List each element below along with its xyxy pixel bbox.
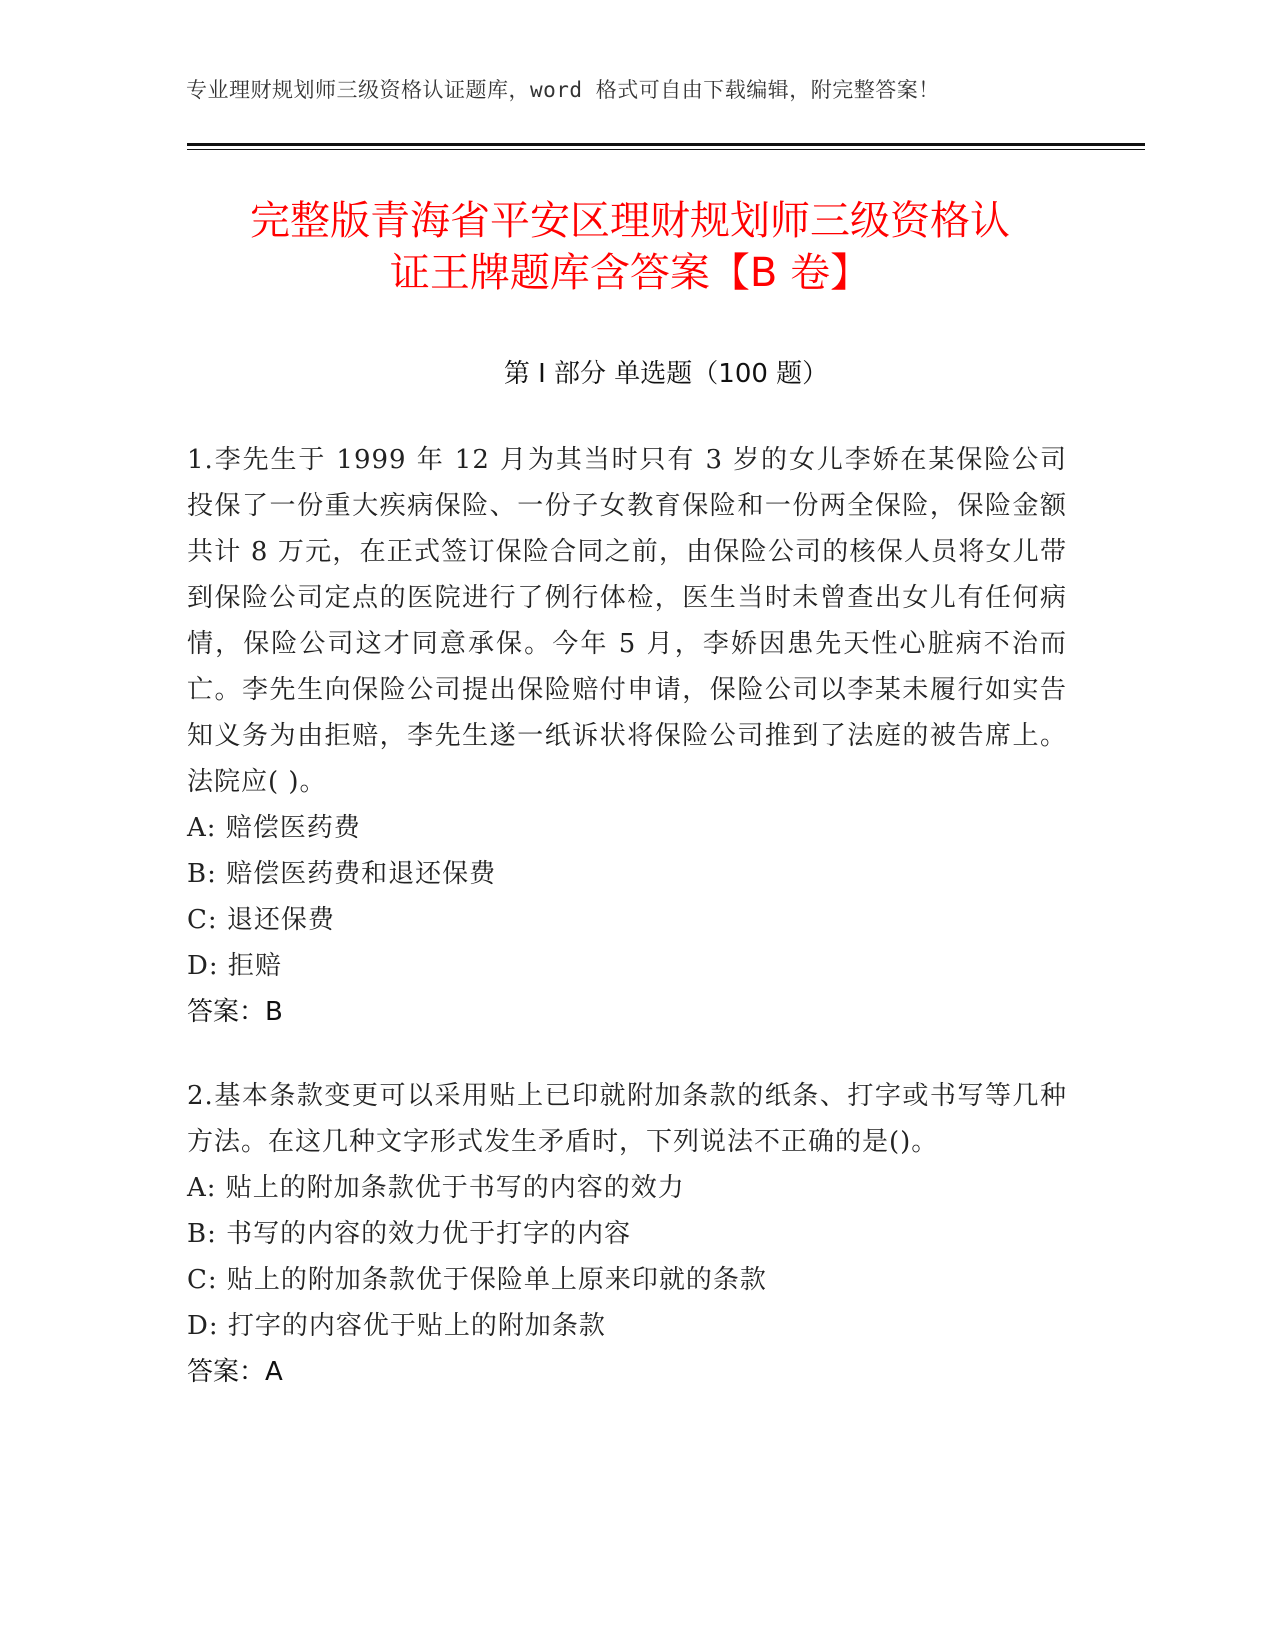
document-title — [190, 195, 1070, 299]
question-1 — [187, 437, 1067, 1035]
section-title: 第 I 部分 单选题（100 题） — [503, 359, 829, 389]
answer-line: 答案：A — [187, 1357, 283, 1387]
option-c: C: 退还保费 — [187, 905, 335, 935]
option-b: B: 书写的内容的效力优于打字的内容 — [187, 1219, 632, 1249]
question-stem: 1.李先生于 1999 年 12 月为其当时只有 3 岁的女儿李娇在某保险公司投保了一份重大疾病保险、一份子女教育保险和一份两全保险，保险金额共计 8 万元，在正式签订保险合同之前，由保险公司的核保人员将女儿带到保险公司定点的医院进行了例行体检，医生当时未曾查出女儿有任何病情，保险公司这才同意承保。今年 5 月，李娇因患先天性心脏病不治而亡。李先生向保险公司提出保险赔付申请，保险公司以李某未履行如实告知义务为由拒赔，李先生遂一纸诉状将保险公司推到了法庭的被告席上。法院应( )。 — [187, 445, 1067, 797]
question-2 — [187, 1073, 1067, 1395]
document-title-line2: 证王牌题库含答案【B 卷】 — [389, 250, 871, 296]
option-a: A: 贴上的附加条款优于书写的内容的效力 — [187, 1173, 685, 1203]
option-c: C: 贴上的附加条款优于保险单上原来印就的条款 — [187, 1265, 767, 1295]
page-header-text: 专业理财规划师三级资格认证题库，word 格式可自由下载编辑，附完整答案！ — [186, 78, 940, 102]
answer-line: 答案：B — [187, 997, 283, 1027]
option-d: D: 打字的内容优于贴上的附加条款 — [187, 1311, 606, 1341]
option-b: B: 赔偿医药费和退还保费 — [187, 859, 497, 889]
option-a: A: 赔偿医药费 — [187, 813, 361, 843]
document-title-line1: 完整版青海省平安区理财规划师三级资格认 — [250, 198, 1010, 244]
question-stem: 2.基本条款变更可以采用贴上已印就附加条款的纸条、打字或书写等几种方法。在这几种文字形式发生矛盾时，下列说法不正确的是()。 — [187, 1081, 1067, 1157]
header-divider-thick — [187, 143, 1145, 146]
option-d: D: 拒赔 — [187, 951, 282, 981]
header-divider-thin — [187, 149, 1145, 150]
